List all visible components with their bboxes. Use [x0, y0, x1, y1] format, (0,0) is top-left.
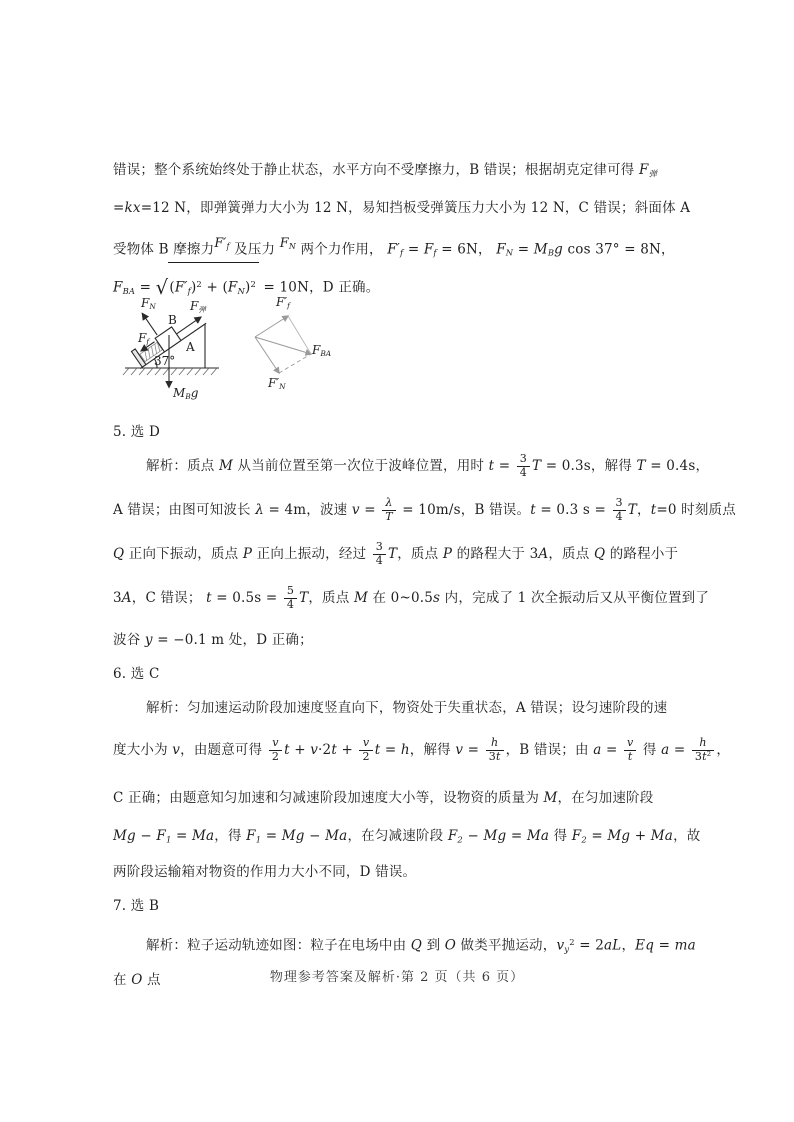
normal-force-label: FN [141, 296, 156, 312]
ground-hatching [123, 368, 217, 375]
text-line: 在 O 点 [113, 972, 161, 988]
text-line: 两阶段运输箱对物资的作用力大小不同，D 错误。 [113, 864, 417, 880]
text-line: 度大小为 v，由题意可得 $\frac{v}{2}$ t + v·2t + $\frac{v}{2}$ t = h，解得 v = $\frac{h}{3t}$ ，B 错误；由 a = $\frac{v}{t}$ 得 a = $\frac{h}{3t^2}$ ， [113, 736, 731, 763]
friction-component-arrow [255, 316, 288, 337]
formula-line: FBA = $√(F'f)^2 + (FN)^2 = 10N$，D 正确。 [113, 262, 379, 302]
friction-force-label: Ff [138, 331, 150, 347]
friction-prime-label: F′f [276, 295, 290, 311]
incline-a-label: A [186, 340, 195, 354]
normal-prime-label: F′N [268, 376, 286, 392]
text-line: 错误；整个系统始终处于静止状态，水平方向不受摩擦力，B 错误；根据胡克定律可得 F弹 [113, 162, 658, 179]
answer-7-heading: 7. 选 B [113, 898, 160, 914]
spring-force-arrow [177, 317, 201, 333]
text-line: 波谷 y = −0.1 m 处，D 正确； [113, 632, 313, 648]
text-line: 3A，C 错误； t = 0.5s = $\frac{5}{4}$ T，质点 M 在 0~0.5s 内，完成了 1 次全振动后又从平衡位置到了 [113, 584, 710, 611]
normal-component-arrow [255, 337, 279, 373]
resultant-force-label: FBA [312, 343, 332, 359]
angle-label: 37° [154, 354, 176, 368]
text-line: Q 正向下振动，质点 P 正向上振动，经过 $\frac{3}{4}$ T，质点 P 的路程大于 3A，质点 Q 的路程小于 [113, 540, 679, 567]
force-parallelogram [255, 316, 311, 373]
answer-6-heading: 6. 选 C [113, 666, 160, 682]
text-line: 解析：质点 M 从当前位置至第一次位于波峰位置，用时 t = $\frac{3}{4}$ T = 0.3s，解得 T = 0.4s， [146, 452, 710, 479]
parallelogram-bottom-side [279, 354, 311, 373]
text-line: A 错误；由图可知波长 λ = 4m，波速 v = $\frac{\lambda}{T}$ = 10m/s，B 错误。t = 0.3 s = $\frac{3}{4}$ T，t=0 时刻质点 [113, 496, 736, 523]
text-line: C 正确；由题意知匀加速和匀减速阶段加速度大小等，设物资的质量为 M，在匀加速阶段 [113, 790, 654, 806]
weight-label: MBg [173, 386, 199, 402]
page-footer: 物理参考答案及解析·第 2 页（共 6 页） [269, 970, 525, 985]
formula-line: Mg − F1 = Ma，得 F1 = Mg − Ma，在匀减速阶段 F2 − Mg = Ma 得 F2 = Mg + Ma，故 [113, 828, 701, 845]
force-diagram-figure [115, 295, 385, 409]
spring-force-label: F弹 [190, 299, 206, 315]
solution-text-column [113, 150, 736, 988]
text-line: =kx=12 N，即弹簧弹力大小为 12 N，易知挡板受弹簧压力大小为 12 N，C 错误；斜面体 A [113, 200, 691, 216]
block-b-label: B [168, 313, 177, 327]
answer-5-heading: 5. 选 D [113, 424, 160, 440]
text-line: 解析：粒子运动轨迹如图：粒子在电场中由 Q 到 O 做类平抛运动，$vy^2 = 2aL$，Eq = ma [146, 937, 696, 954]
text-line: 受物体 B 摩擦力F′f 及压力 FN 两个力作用， F′f = Ff = 6N， FN = MBg cos 37° = 8N， [113, 236, 675, 258]
text-line: 解析：匀加速运动阶段加速度竖直向下，物资处于失重状态，A 错误；设匀速阶段的速 [146, 700, 668, 716]
